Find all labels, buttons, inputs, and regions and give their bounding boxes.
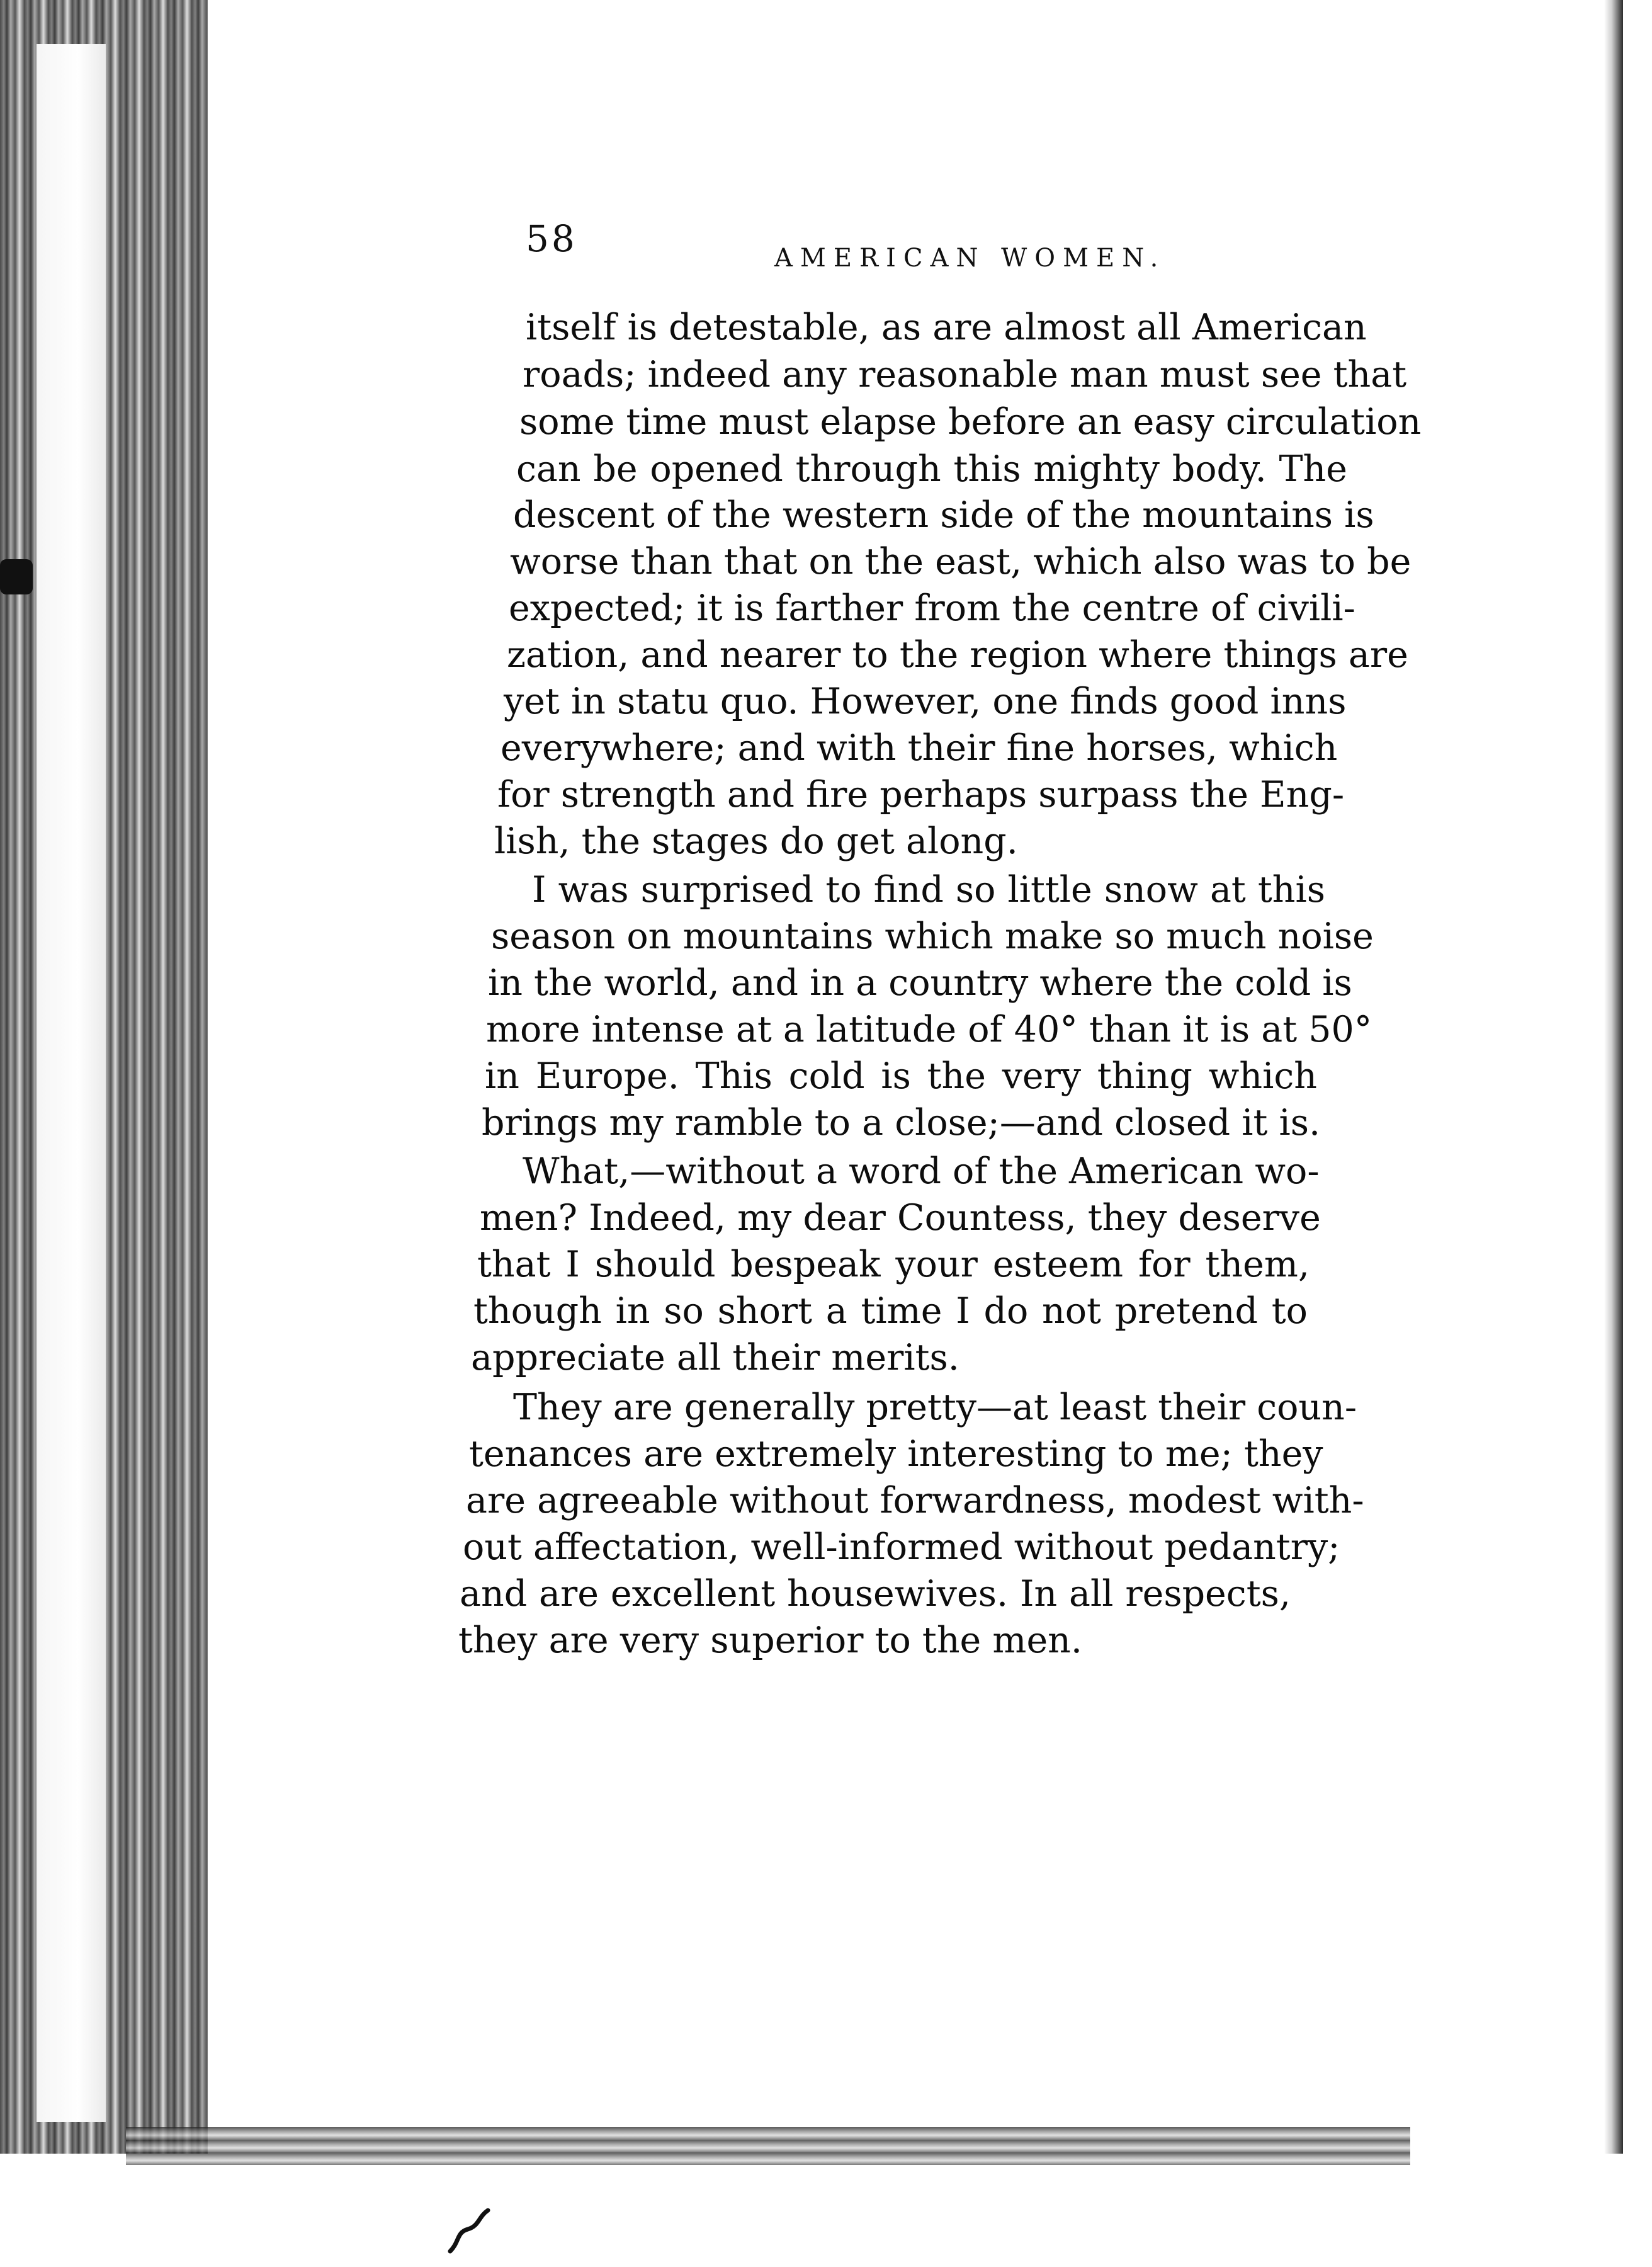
text-line: can be opened through this mighty body. The — [516, 448, 1347, 490]
text-line: expected; it is farther from the centre of civili- — [509, 588, 1355, 629]
text-line: appreciate all their merits. — [471, 1337, 959, 1378]
text-line: brings my ramble to a close;—and closed it is. — [482, 1102, 1321, 1144]
running-head — [526, 217, 1407, 274]
text-line: they are very superior to the men. — [458, 1620, 1083, 1661]
page-number: 58 — [526, 217, 577, 260]
text-line: in Europe. This cold is the very thing which — [485, 1055, 1317, 1097]
text-line: though in so short a time I do not pretend to — [473, 1290, 1308, 1332]
text-line: in the world, and in a country where the cold is — [488, 962, 1352, 1004]
text-line: yet in statu quo. However, one finds good inns — [504, 681, 1347, 722]
book-bottom-edge — [126, 2127, 1410, 2165]
running-title: AMERICAN WOMEN. — [774, 244, 1166, 273]
text-line: I was surprised to find so little snow at this — [532, 869, 1325, 911]
text-line: worse than that on the east, which also was to be — [510, 541, 1412, 582]
text-line: descent of the western side of the mountains is — [513, 494, 1374, 536]
text-line: that I should bespeak your esteem for them, — [477, 1244, 1310, 1285]
text-line: They are generally pretty—at least their coun- — [513, 1387, 1357, 1428]
text-line: itself is detestable, as are almost all American — [526, 307, 1367, 348]
text-line: everywhere; and with their fine horses, which — [501, 727, 1338, 769]
text-line: lish, the stages do get along. — [494, 821, 1018, 862]
text-line: some time must elapse before an easy circulation — [519, 401, 1422, 443]
text-line: tenances are extremely interesting to me; they — [469, 1433, 1323, 1475]
text-line: are agreeable without forwardness, modest with- — [466, 1480, 1364, 1521]
text-line: for strength and fire perhaps surpass the Eng- — [497, 774, 1345, 815]
text-line: out affectation, well-informed without pedantry; — [463, 1526, 1340, 1568]
text-line: season on mountains which make so much noise — [491, 916, 1374, 957]
text-line: and are excellent housewives. In all respects, — [460, 1573, 1291, 1615]
text-line: What,—without a word of the American wo- — [523, 1151, 1320, 1192]
body-text — [0, 302, 1652, 1826]
text-line: more intense at a latitude of 40° than it is at 50° — [486, 1009, 1372, 1050]
text-line: roads; indeed any reasonable man must see that — [523, 354, 1407, 395]
scan-artifact-icon — [444, 2204, 494, 2254]
text-line: men? Indeed, my dear Countess, they deserve — [480, 1197, 1321, 1239]
text-line: zation, and nearer to the region where things are — [507, 634, 1408, 676]
